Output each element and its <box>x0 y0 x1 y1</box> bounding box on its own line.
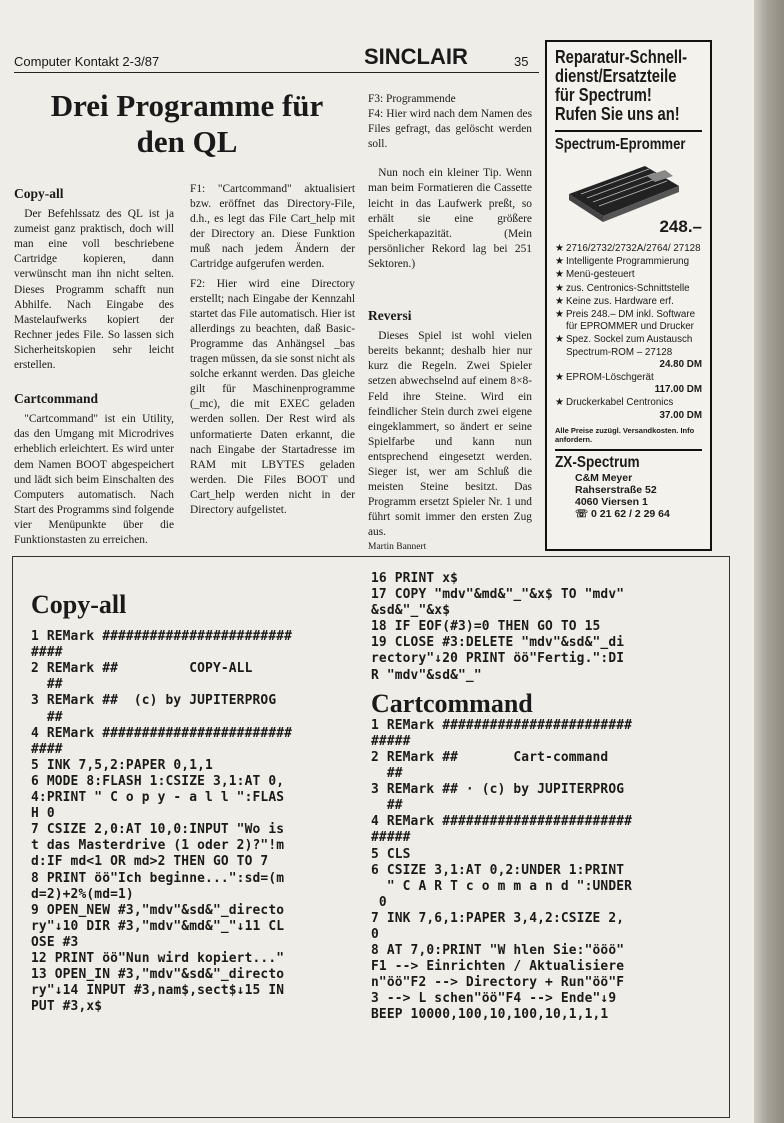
code-line: OSE #3 <box>31 934 79 950</box>
publication-name: Computer Kontakt 2-3/87 <box>14 54 160 69</box>
list-item: ★ Keine zus. Hardware erf. <box>555 295 674 307</box>
code-line: ## <box>31 677 63 693</box>
code-line: H 0 <box>31 806 55 822</box>
article-column-1 <box>14 186 174 548</box>
divider <box>555 130 702 132</box>
list-item-text: Menü-gesteuert <box>566 269 635 281</box>
list-item-text: 2716/2732/2732A/2764/ 27128 <box>566 243 701 254</box>
code-line: 2 REMark ## COPY-ALL <box>31 661 253 677</box>
code-line: 8 PRINT öö"Ich beginne...":sd=(m <box>31 870 285 886</box>
code-line: ## <box>371 766 403 782</box>
code-line: 7 CSIZE 2,0:AT 10,0:INPUT "Wo is <box>31 822 285 838</box>
listing-title-copy-all: Copy-all <box>31 590 127 619</box>
paragraph: F1: "Cartcommand" aktualisiert bzw. eröffnet das Directory-File, d.h., es legt das File Cart_help mit der Directory an. Diese Funktion muß nach jedem Ändern der Cartridge aufgerufen werden. <box>190 183 355 271</box>
code-line: #### <box>31 741 63 757</box>
code-line: 6 MODE 8:FLASH 1:CSIZE 3,1:AT 0, <box>31 773 285 789</box>
code-line: t das Masterdrive (1 oder 2)?"!m <box>31 838 285 854</box>
program-listing-box <box>12 556 730 1118</box>
code-line: ##### <box>371 733 411 749</box>
address-line: Rahserstraße 52 <box>575 483 657 496</box>
title-line-2: den QL <box>136 124 238 159</box>
ad-headline-line: für Spectrum! <box>555 85 652 105</box>
page-number: 35 <box>514 54 529 69</box>
ad-price: 248.– <box>659 217 702 236</box>
list-item: ★ 2716/2732/2732A/2764/ 27128 <box>555 243 701 254</box>
code-line: 13 OPEN_IN #3,"mdv"&sd&"_directo <box>31 967 285 983</box>
list-item-text: Preis 248.– DM inkl. Software für EPROMMER und Drucker <box>566 309 696 333</box>
code-line: 16 PRINT x$ <box>371 571 459 586</box>
heading-reversi: Reversi <box>368 308 412 324</box>
paragraph: Der Befehlssatz des QL ist ja zumeist ganz praktisch, doch will man eine voll beschriebene Cartridge kopieren, dann verwünscht man ihn nicht selten. Dieses Programm schafft nun Abhilfe. Nach Eingabe des Mastelaufwerks kopiert der Rechner jedes File. So lassen sich Sicherheitskopien sehr leicht erstellen. <box>14 208 174 372</box>
ad-brand: ZX-Spectrum <box>555 453 640 471</box>
list-item-price: 37.00 DM <box>659 409 702 421</box>
ad-headline <box>555 48 718 124</box>
code-line: ## <box>371 798 403 814</box>
article-column-2 <box>190 182 355 518</box>
listing-left-column <box>31 590 371 1015</box>
code-line: 0 <box>371 926 379 942</box>
code-line: #### <box>31 645 63 661</box>
code-line: 6 CSIZE 3,1:AT 0,2:UNDER 1:PRINT <box>371 862 625 878</box>
code-line: 1 REMark ######################## <box>31 629 293 645</box>
list-item: ★ Menü-gesteuert <box>555 269 635 281</box>
paragraph: F2: Hier wird eine Directory erstellt; nach Eingabe der Kennzahl startet das File automatisch. Hier ist allerdings zu beachten, daß Basic-Programme das Anhängsel _bas tragen müssen, da sie sonst nicht als solche erkannt werden. Das gleiche gilt für Maschinenprogramme (_mc), die mit EXEC geladen werden sollen. Der Rest wird als unformatierte Daten erkannt, die nach Eingabe der Startadresse im RAM mit LBYTES geladen werden. Die Files BOOT und Cart_help werden nicht in der Directory aufgelistet. <box>190 277 355 516</box>
divider <box>555 449 702 451</box>
section-title: SINCLAIR <box>364 44 468 69</box>
list-item: ★ Druckerkabel Centronics 37.00 DM <box>555 397 702 421</box>
ad-headline-line: Rufen Sie uns an! <box>555 104 680 124</box>
list-item-text: EPROM-Löschgerät <box>566 372 654 384</box>
list-item: ★ Spez. Sockel zum Austausch Spectrum-ROM – 27128 24.80 DM <box>555 334 702 370</box>
code-line: 7 INK 7,6,1:PAPER 3,4,2:CSIZE 2, <box>371 910 625 926</box>
code-line: &sd&"_"&x$ <box>371 603 451 619</box>
code-line: 5 INK 7,5,2:PAPER 0,1,1 <box>31 757 213 773</box>
list-item-text: zus. Centronics-Schnittstelle <box>566 282 690 294</box>
code-line: 5 CLS <box>371 846 411 862</box>
list-item-price: 117.00 DM <box>654 384 702 396</box>
code-lines <box>371 571 721 684</box>
code-line: 4:PRINT " C o p y - a l l ":FLAS <box>31 790 285 806</box>
paragraph: Nun noch ein kleiner Tip. Wenn man beim Formatieren die Cassette leicht in das Laufwerk preßt, so erhält sie eine größere Speicherkapazität. (Mein persönlicher Rekord lag bei 251 Sektoren.) <box>368 167 532 270</box>
code-line: rectory"↓20 PRINT öö"Fertig.":DI <box>371 651 625 667</box>
page-binding-shadow <box>754 0 784 1123</box>
ad-feature-list <box>555 243 702 422</box>
title-line-1: Drei Programme für <box>50 88 324 123</box>
code-line: ry"↓10 DIR #3,"mdv"&md&"_"↓11 CL <box>31 918 285 934</box>
code-line: ry"↓14 INPUT #3,nam$,sect$↓15 IN <box>31 983 285 999</box>
article-title <box>18 88 356 160</box>
ad-product-name: Spectrum-Eprommer <box>555 136 686 153</box>
list-item: ★ EPROM-Löschgerät 117.00 DM <box>555 372 702 396</box>
advertisement-box <box>545 40 712 551</box>
ad-footnote: Alle Preise zuzügl. Versandkosten. Info anfordern. <box>555 425 695 444</box>
code-line: R "mdv"&sd&"_" <box>371 667 482 683</box>
page-header <box>14 44 539 73</box>
list-item: ★ zus. Centronics-Schnittstelle <box>555 282 690 294</box>
paragraph: F4: Hier wird nach dem Namen des Files gefragt, das gelöscht werden soll. <box>368 108 532 151</box>
heading-copy-all: Copy-all <box>14 186 64 201</box>
paragraph: F3: Programmende <box>368 93 456 105</box>
code-line: d:IF md<1 OR md>2 THEN GO TO 7 <box>31 854 269 870</box>
code-line: 0 <box>371 894 387 910</box>
code-line: 18 IF EOF(#3)=0 THEN GO TO 15 <box>371 619 601 635</box>
phone-number: ☏ 0 21 62 / 2 29 64 <box>575 507 670 520</box>
code-line: 2 REMark ## Cart-command <box>371 749 609 765</box>
heading-cartcommand: Cartcommand <box>14 391 98 407</box>
code-line: 1 REMark ######################## <box>371 717 633 733</box>
code-line: 9 OPEN_NEW #3,"mdv"&sd&"_directo <box>31 902 285 918</box>
code-lines <box>31 629 371 1015</box>
list-item-text: Druckerkabel Centronics <box>566 397 674 409</box>
code-line: 12 PRINT öö"Nun wird kopiert..." <box>31 950 285 966</box>
code-line: d=2)+2%(md=1) <box>31 886 134 902</box>
code-line: ## <box>31 709 63 725</box>
ad-address <box>575 472 702 520</box>
list-item-text: Spez. Sockel zum Austausch Spectrum-ROM – 27128 <box>566 334 693 358</box>
ad-headline-line: Reparatur-Schnell- <box>555 47 688 67</box>
article-column-3 <box>368 92 532 556</box>
list-item-text: Keine zus. Hardware erf. <box>566 295 674 307</box>
code-line: 3 REMark ## (c) by JUPITERPROG <box>31 693 277 709</box>
paragraph: Dieses Spiel ist wohl vielen bereits bekannt; deshalb hier nur kurz die Regeln. Zwei Spieler setzen abwechselnd auf einem 8×8-Feld ihre Steine. Wird ein feindlicher Stein durch zwei eigene eingeklammert, so ändert er seine Spielfarbe und kann nun entsprechend eingesetzt werden. Sieger ist, wer am Schluß die meisten Steine besitzt. Das Programm ersetzt Spieler Nr. 1 und führt somit immer den ersten Zug aus. <box>368 330 532 539</box>
author-credit: Martin Bannert <box>368 542 427 553</box>
paragraph: "Cartcommand" ist ein Utility, das den Umgang mit Microdrives erheblich erleichtert. Es wird unter dem Namen BOOT abgespeichert und lädt sich beim Einschalten des Computers automatisch. Nach Start des Programms sind folgende vier Menüpunkte über die Funktionstasten zu erreichen. <box>14 413 174 546</box>
listing-title-cartcommand: Cartcommand <box>371 688 533 718</box>
list-item: ★ Preis 248.– DM inkl. Software für EPROMMER und Drucker <box>555 309 696 333</box>
list-item-price: 24.80 DM <box>659 358 702 370</box>
code-line: 17 COPY "mdv"&md&"_"&x$ TO "mdv" <box>371 587 625 603</box>
code-line: 4 REMark ######################## <box>371 814 633 830</box>
list-item: ★ Intelligente Programmierung <box>555 256 690 268</box>
code-line: 4 REMark ######################## <box>31 725 293 741</box>
code-line: BEEP 10000,100,10,100,10,1,1,1 <box>371 1007 609 1023</box>
code-line: PUT #3,x$ <box>31 999 103 1015</box>
code-line: 3 --> L schen"öö"F4 --> Ende"↓9 <box>371 991 617 1007</box>
ad-headline-line: dienst/Ersatzteile <box>555 66 677 86</box>
code-line: 19 CLOSE #3:DELETE "mdv"&sd&"_di <box>371 635 625 651</box>
code-line: n"öö"F2 --> Directory + Run"öö"F <box>371 975 625 991</box>
list-item-text: Intelligente Programmierung <box>566 256 690 268</box>
code-line: F1 --> Einrichten / Aktualisiere <box>371 959 625 975</box>
listing-right-column <box>371 571 721 1024</box>
code-line: " C A R T c o m m a n d ":UNDER <box>371 878 633 894</box>
code-line: 8 AT 7,0:PRINT "W hlen Sie:"ööö" <box>371 943 625 959</box>
code-line: 3 REMark ## · (c) by JUPITERPROG <box>371 782 625 798</box>
code-line: ##### <box>371 830 411 846</box>
address-line: C&M Meyer <box>575 471 633 484</box>
address-line: 4060 Viersen 1 <box>575 495 648 508</box>
code-lines <box>371 718 721 1024</box>
